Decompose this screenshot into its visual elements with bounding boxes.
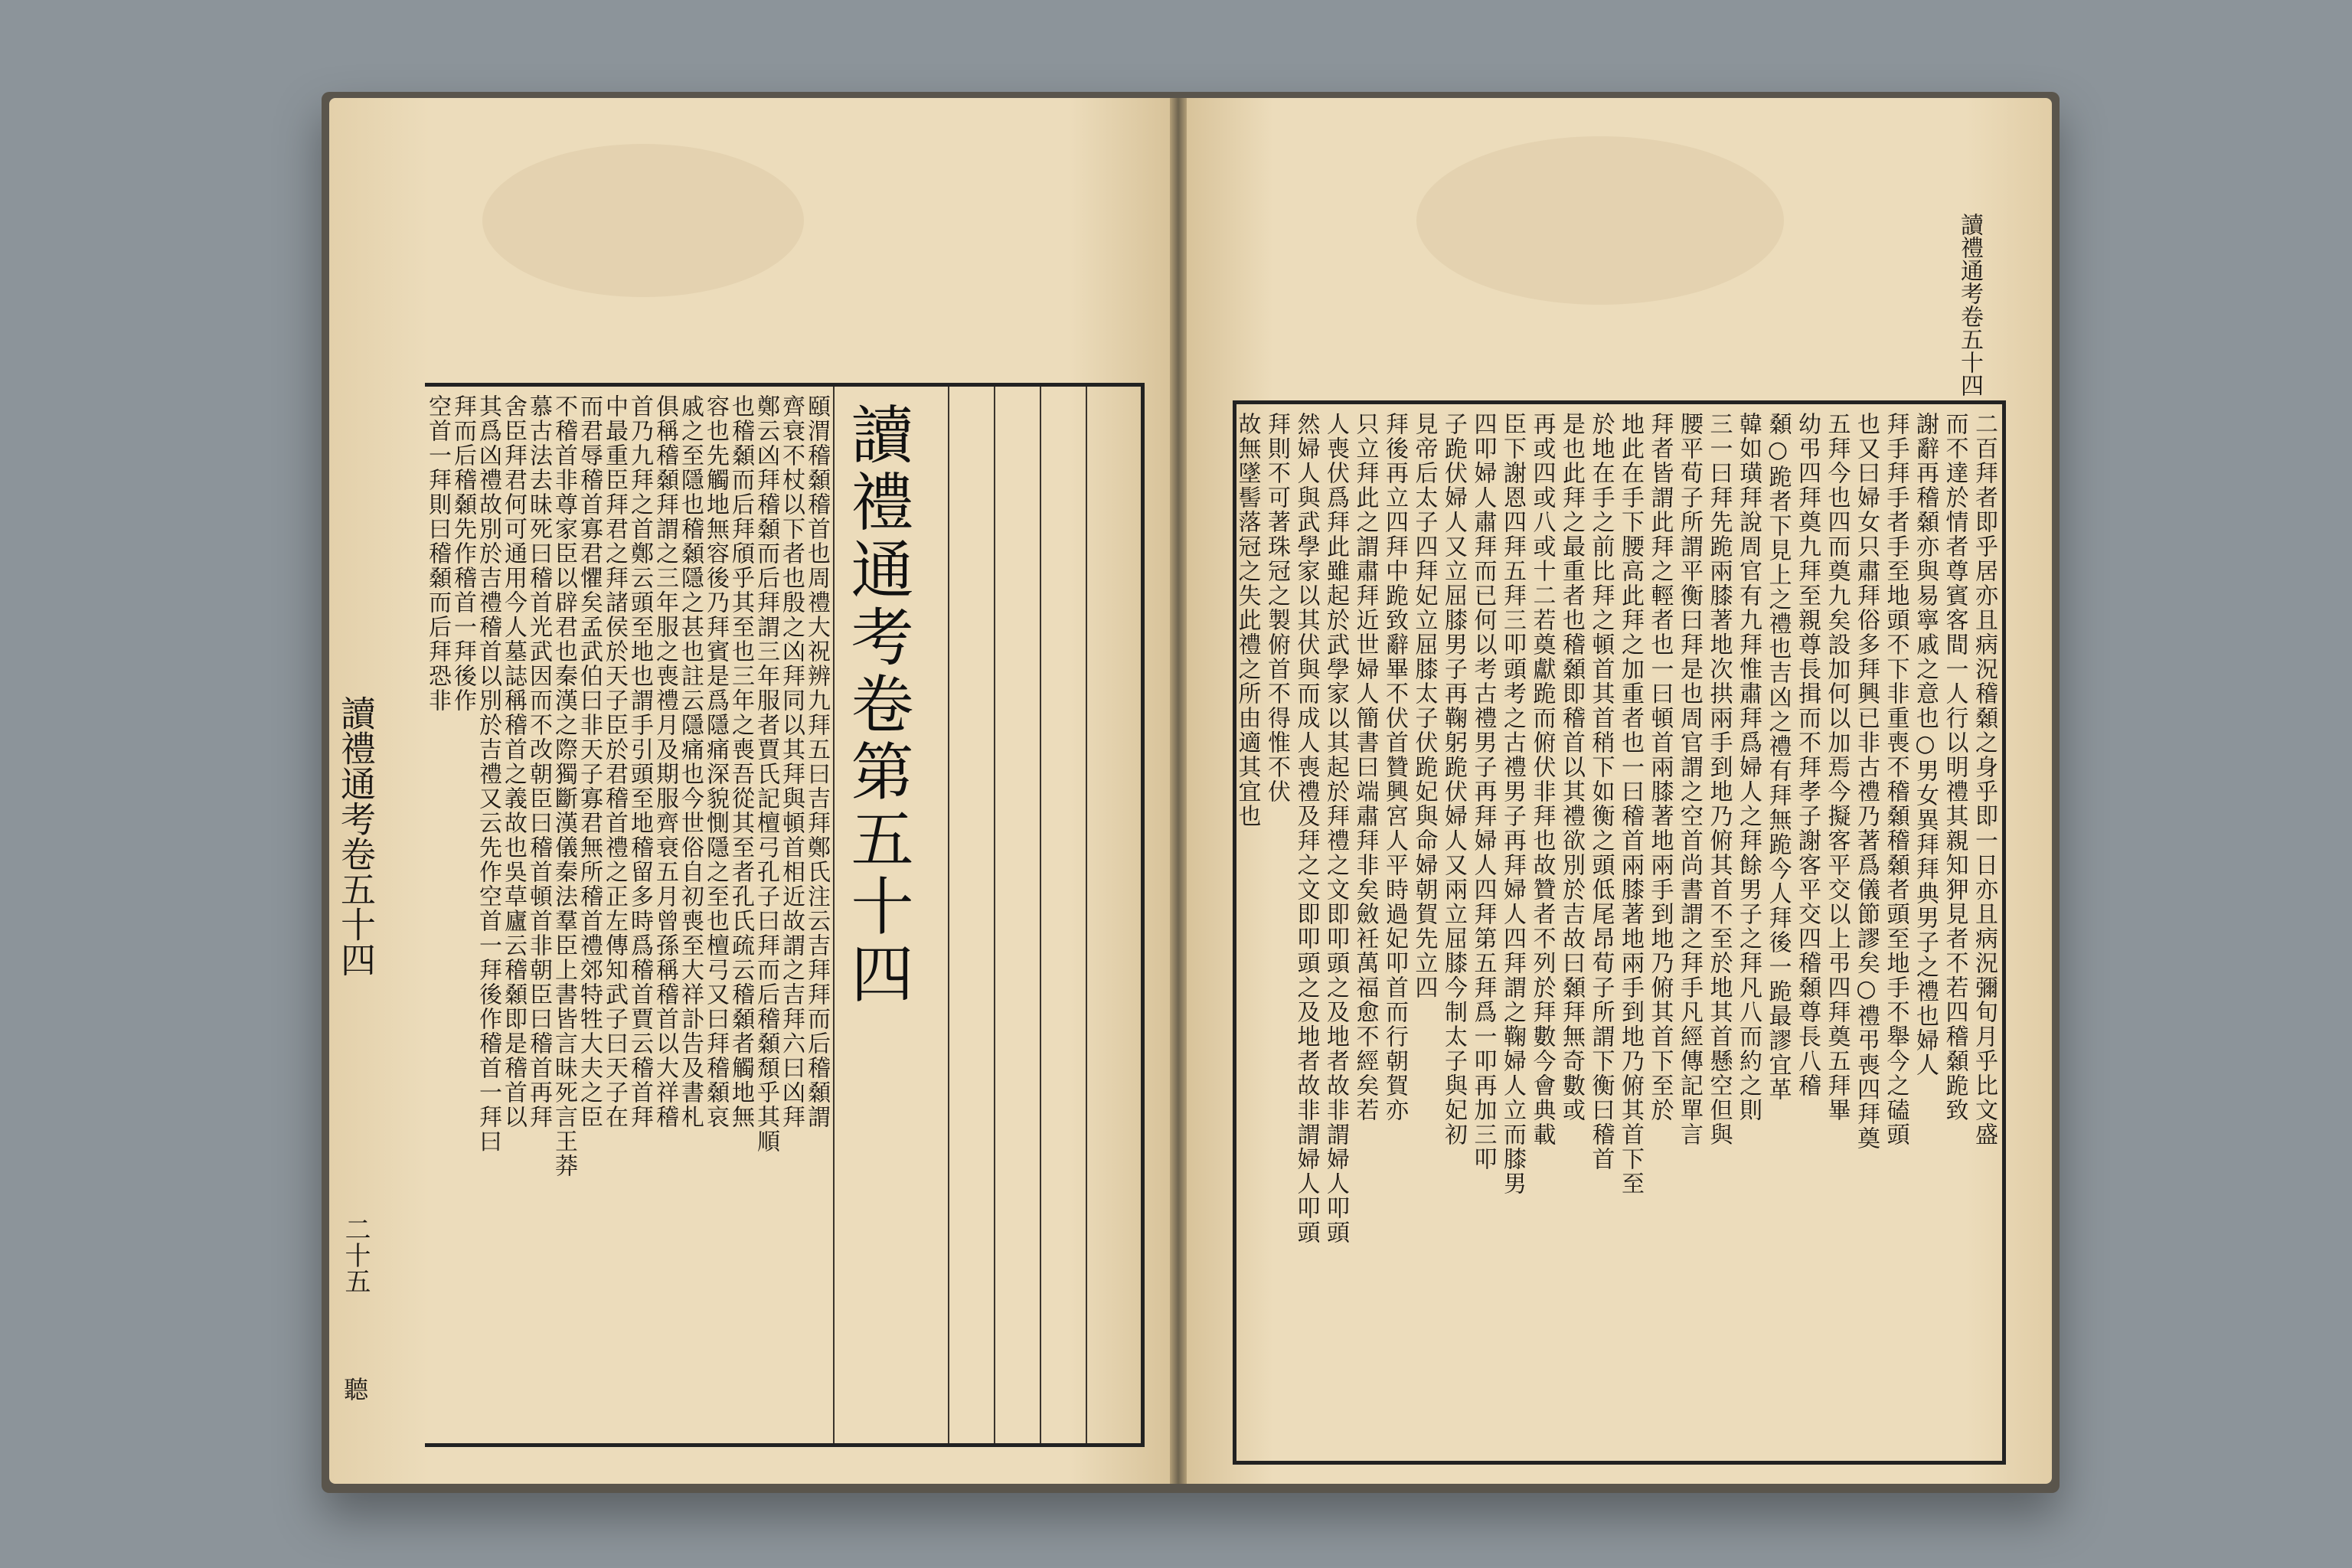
right-text-column: 顙○跪者下見上之禮也吉凶之禮有拜無跪今人拜後一跪最謬宜革 (1764, 412, 1792, 1102)
left-text-column: 鄭云凶拜稽顙而后拜謂三年服者賈氏記檀弓孔子曰拜而后稽顙頹乎其順 (753, 394, 779, 1154)
left-text-column: 也稽顙而后拜頎乎其至也三年之喪吾從其至者孔氏疏云稽顙者觸地無 (727, 394, 754, 1129)
publisher-mark: 聽 (340, 1377, 369, 1401)
left-text-column: 舍臣拜君何可通用今人墓誌稱稽首之義故也吳草廬云稽顙即是稽首以 (500, 394, 527, 1129)
right-text-column: 三一曰拜先跪兩膝著地次拱兩手到地乃俯其首不至於地其首懸空但與 (1705, 412, 1733, 1147)
left-text-frame (425, 383, 1145, 1447)
right-text-column: 謝辭再稽顙亦與易寧戚之意也○男女異拜拜典男子之禮也婦人 (1912, 412, 1939, 1077)
right-text-column: 拜手拜手者手至地頭不下非重喪不稽顙稽顙者頭至地手不舉今之磕頭 (1882, 412, 1909, 1147)
right-text-column: 拜則不可著珠冠之製俯首不得惟不伏 (1263, 412, 1290, 804)
right-text-column: 拜者皆謂此拜之輕者也一曰頓首兩膝著地兩手到地乃俯其首下至於 (1646, 412, 1674, 1122)
right-text-column: 只立拜此之謂肅拜近世婦人簡書曰端肅拜非矣斂衽萬福愈不經矣若 (1351, 412, 1379, 1122)
right-text-column: 臣下謝恩四拜五拜三叩頭考之古禮男子再拜婦人四拜謂之鞠婦人立而膝男 (1499, 412, 1526, 1196)
left-text-column: 首乃九拜之首鄭云頭至地也謂手引頭至地稽留多時爲稽首賈云稽首拜 (626, 394, 653, 1129)
right-text-column: 而不達於情者尊賓客間一人行以明禮其親知狎見者不若四稽顙跪致 (1941, 412, 1968, 1122)
margin-title: 讀禮通考卷五十四 (335, 695, 377, 977)
left-text-column: 不稽首非尊家臣以辟君也秦漢之際獨斷漢儀秦法羣臣上書皆言昧死言王莽 (550, 394, 577, 1178)
folio-number: 二十五 (340, 1216, 371, 1294)
left-text-column: 拜而后稽顙先作稽首一拜後作 (449, 394, 476, 713)
volume-title: 讀禮通考卷第五十四 (841, 402, 913, 1008)
right-text-column: 是也此拜之最重者也稽顙即稽首以其禮欲別於吉故曰顙拜無奇數或 (1558, 412, 1585, 1122)
right-text-column: 拜後再立四拜中跪致辭畢不伏首贊興宮人平時過妃叩首而行朝賀亦 (1381, 412, 1408, 1122)
left-page (329, 98, 1170, 1484)
right-text-column: 於地在手之前比拜之頓首其首稍下如衡之頭低尾昂荀子所謂下衡曰稽首 (1587, 412, 1615, 1171)
right-text-column: 見帝后太子四拜妃立屈膝太子伏跪妃與命婦朝賀先立四 (1410, 412, 1438, 1000)
left-text-column: 齊衰不杖以下者也殷之凶拜同以其拜與頓首相近故謂之吉拜六曰凶拜 (778, 394, 805, 1129)
left-text-column: 戚之至隱也稽顙隱之甚也註云隱痛也今世俗自初喪至大祥訃告及書札 (677, 394, 704, 1129)
right-text-column: 韓如璜拜說周官有九拜惟肅拜爲婦人之拜餘男子之拜凡八而約之則 (1735, 412, 1762, 1122)
left-text-column: 中最重臣拜君之拜諸侯於天子臣於君稽首禮之正左傳知武子曰天子在 (601, 394, 628, 1129)
book-gutter (1170, 98, 1187, 1484)
right-text-column: 也又曰婦女只肅拜俗多拜興已非古禮乃著爲儀節謬矣○禮弔喪四拜奠 (1853, 412, 1880, 1151)
left-text-column: 慕古法去昧死曰稽首光武因而不改朝臣曰稽首頓首非朝臣曰稽首再拜 (525, 394, 552, 1129)
right-page (1187, 98, 2052, 1484)
right-text-column: 五拜今也四而奠九矣設加何以加焉今擬客平交以上弔四拜奠五拜畢 (1823, 412, 1851, 1122)
right-text-column: 再或四或八或十二若奠獻跪而俯伏非拜也故贊者不列於拜數今會典載 (1528, 412, 1556, 1147)
right-text-column: 故無墜髻落冠之失此禮之所由適其宜也 (1233, 412, 1261, 828)
left-text-column: 空首一拜則曰稽顙而后拜恐非 (424, 394, 451, 713)
right-text-column: 四叩婦人肅拜而已何以考古禮男子再拜婦人四拜第五拜爲一叩再加三叩 (1469, 412, 1497, 1171)
right-text-column: 然婦人與武學家以其伏與而成人喪禮及拜之文即叩頭之及地者故非謂婦人叩頭 (1292, 412, 1320, 1245)
right-text-column: 地此在手下腰高此拜之加重者也一曰稽首兩膝著地兩手到地乃俯其首下至 (1617, 412, 1644, 1196)
left-text-column: 容也先觸地無容後乃拜賓是爲隱痛深貌惻隱之至也檀弓又曰拜稽顙哀 (702, 394, 729, 1129)
right-text-column: 二百拜者即乎居亦且病況稽顙之身乎即一日亦且病況彌旬月乎比文盛 (1971, 412, 1998, 1147)
left-text-column: 其爲凶禮故別於吉禮稽首以別於吉禮又云先作空首一拜後作稽首一拜曰 (475, 394, 501, 1154)
right-page-header: 讀禮通考卷五十四 (1956, 213, 1983, 397)
open-book (322, 92, 2060, 1493)
left-text-column: 而君辱稽首寡君懼矣孟武伯曰非天子寡君無所稽首禮郊特牲大夫之臣 (576, 394, 603, 1129)
right-text-column: 腰平荀子所謂平衡曰拜是也周官謂之空首尚書謂之拜手凡經傳記單言 (1676, 412, 1703, 1147)
right-text-column: 子跪伏婦人又立屈膝男子再鞠躬跪伏婦人又兩立屈膝今制太子與妃初 (1440, 412, 1467, 1147)
right-text-frame (1233, 400, 2006, 1465)
right-text-column: 幼弔四拜奠九拜至親尊長揖而不拜孝子謝客平交四稽顙尊長八稽 (1794, 412, 1821, 1098)
left-text-column: 頤渭稽顙稽首也周禮大祝辨九拜五曰吉拜鄭氏注云吉拜拜而后稽顙謂 (803, 394, 830, 1129)
left-text-column: 俱稱稽顙拜謂之三年服之喪禮月及期服齊衰五月曾孫稱稽首以大祥稽 (652, 394, 678, 1129)
right-text-column: 人喪伏爲拜此雖起於武學家以其起於拜禮之文即叩頭之及地者故非謂婦人叩頭 (1322, 412, 1349, 1245)
